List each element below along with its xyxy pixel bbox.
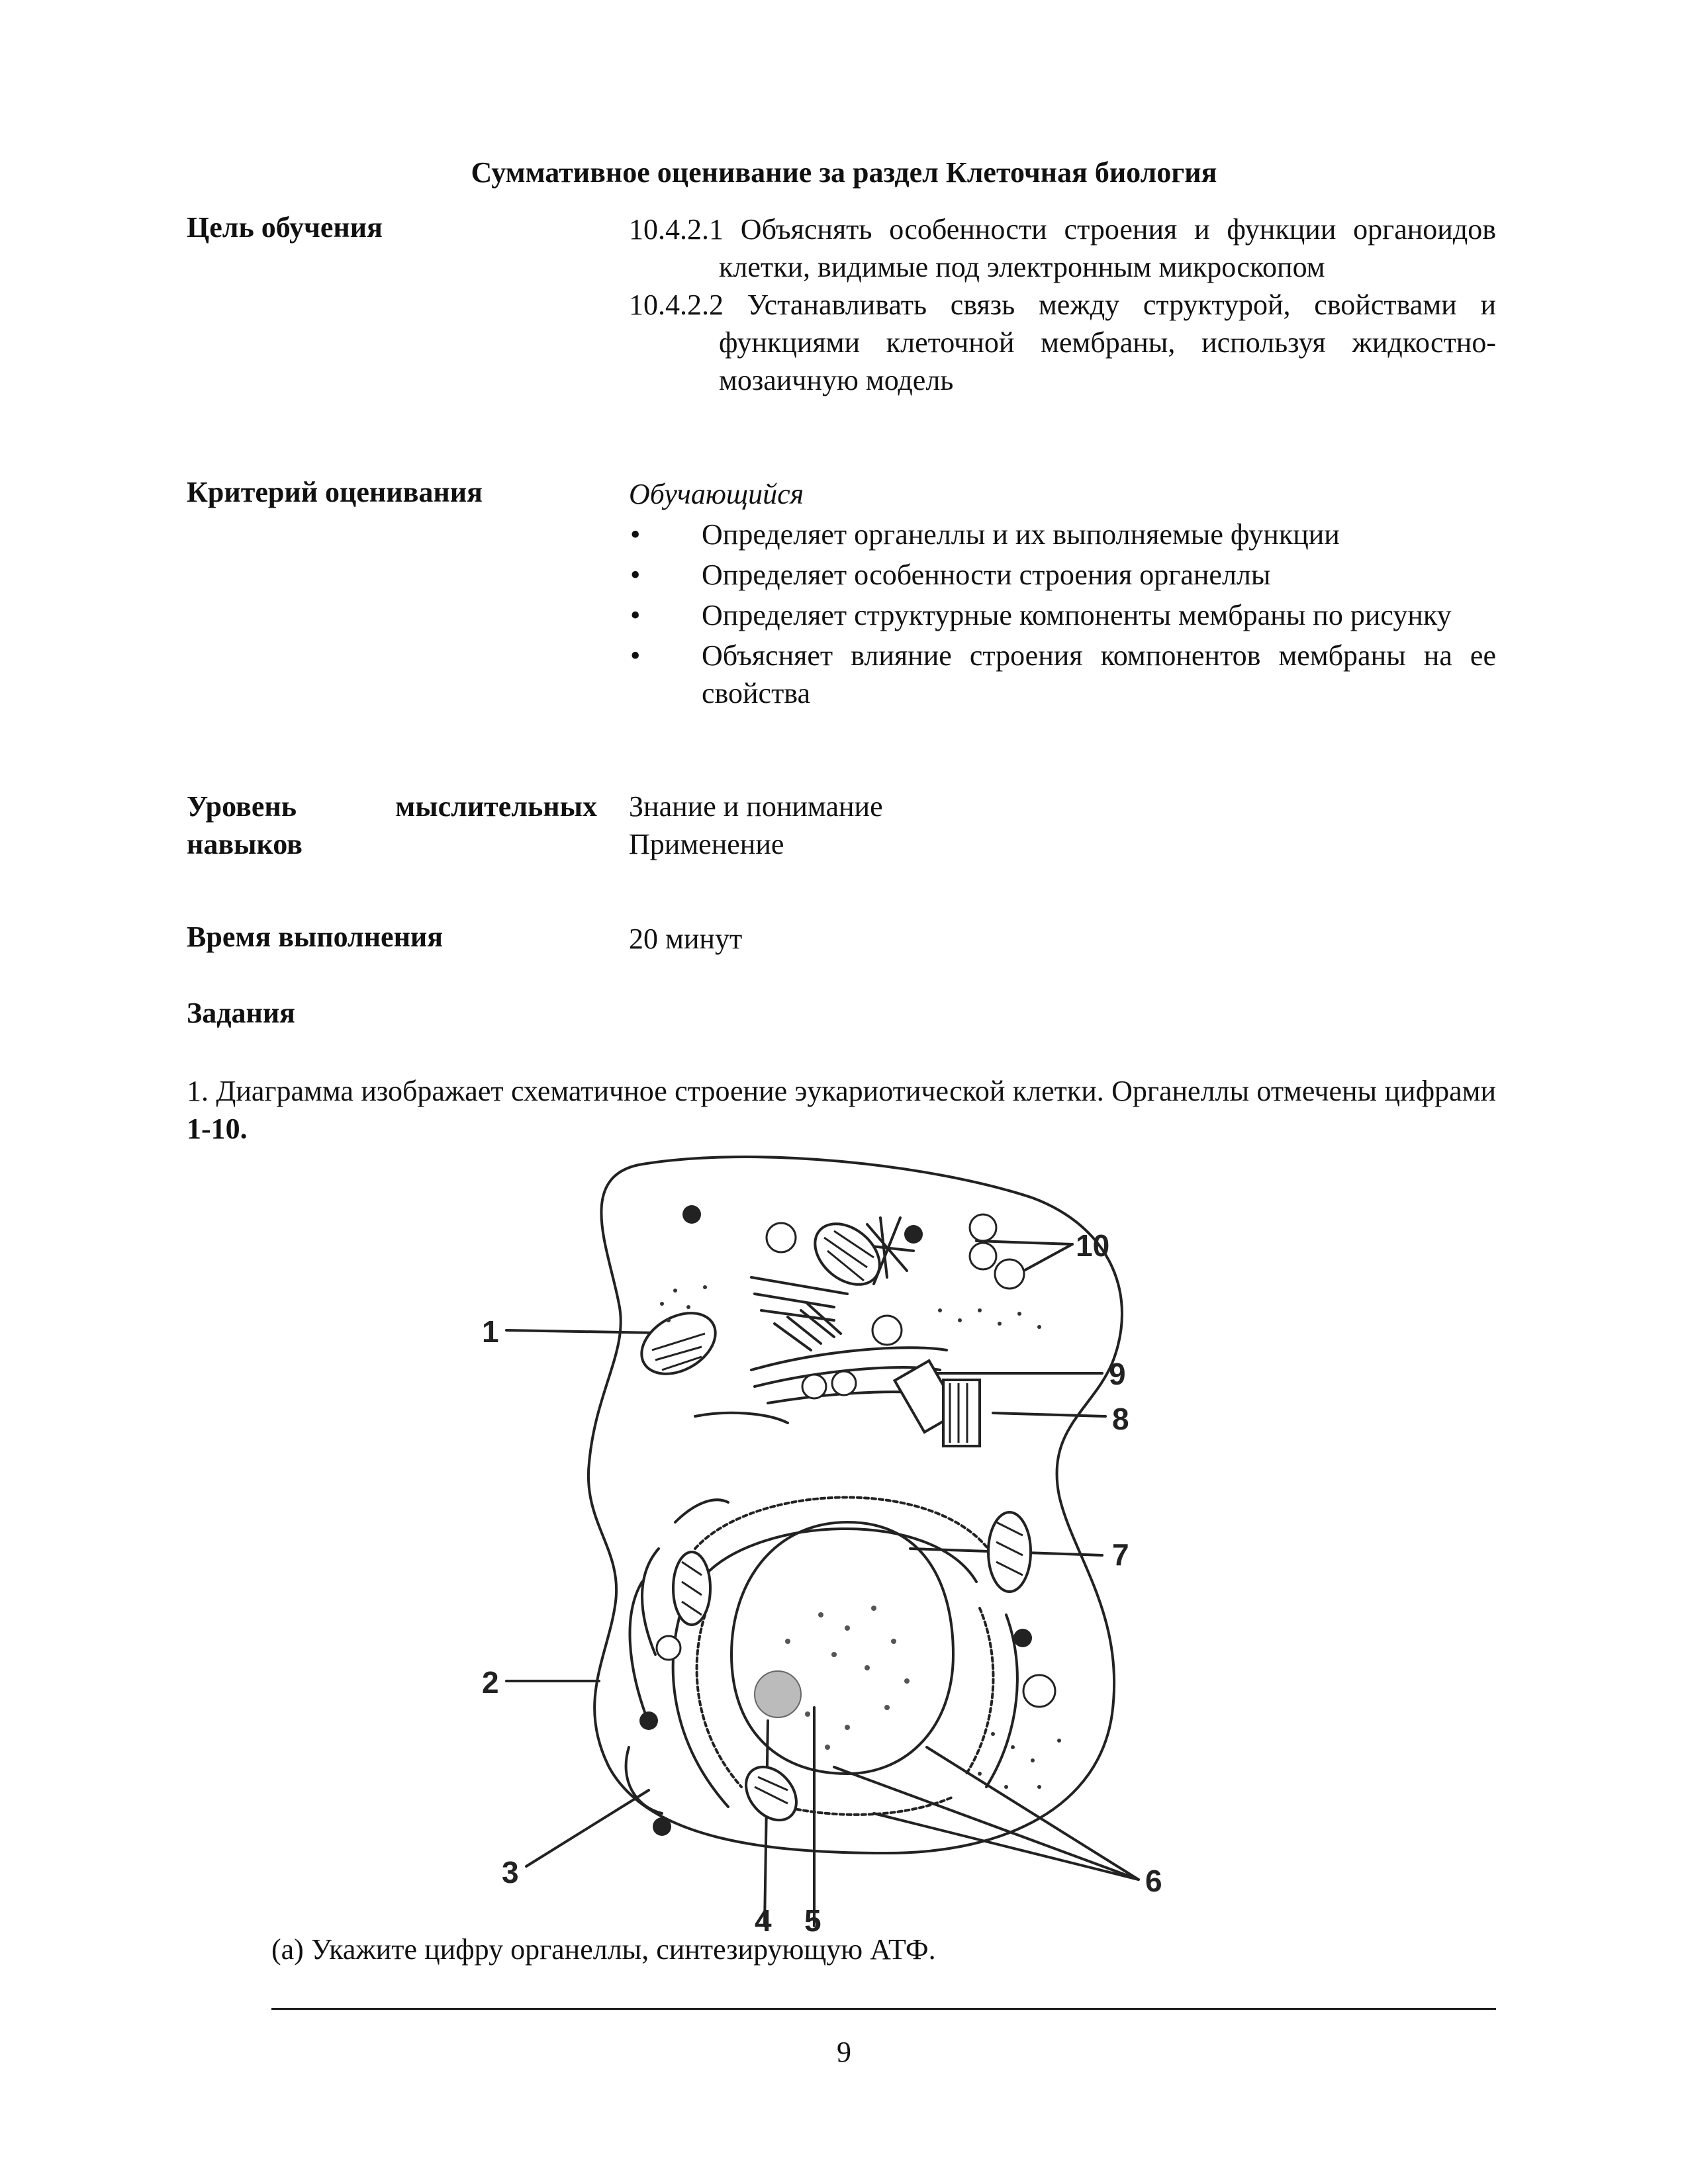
skills-label-line2: навыков xyxy=(187,828,303,860)
criteria-list xyxy=(629,516,1496,712)
time-value: 20 минут xyxy=(629,923,743,955)
skill-value-2: Применение xyxy=(629,828,784,860)
time-label: Время выполнения xyxy=(187,921,444,953)
mitochondrion xyxy=(631,1300,726,1386)
bullet-icon: • xyxy=(630,559,641,591)
task-1-text: 1. Диаграмма изображает схематичное строение эукариотической клетки. Органеллы отмечены цифрами 1-10. xyxy=(187,1075,1496,1145)
skills-values xyxy=(629,788,1496,863)
nuclear-envelope xyxy=(731,1522,953,1774)
skill-value-1: Знание и понимание xyxy=(629,790,883,823)
diagram-label-9: 9 xyxy=(1109,1357,1126,1391)
criteria-intro: Обучающийся xyxy=(629,478,804,510)
tasks-heading: Задания xyxy=(187,997,295,1029)
objective-2: 10.4.2.2 Устанавливать связь между структурой, свойствами и функциями клеточной мембраны, используя жидкостно-мозаичную модель xyxy=(629,289,1496,396)
criteria-block xyxy=(629,475,1496,715)
criteria-item: • Определяет структурные компоненты мембраны по рисунку xyxy=(629,596,1496,634)
answer-line[interactable] xyxy=(271,2008,1496,2010)
question-a: (а) Укажите цифру органеллы, синтезирующую АТФ. xyxy=(271,1933,936,1966)
task-1-range: 1-10. xyxy=(187,1113,248,1145)
skills-label-line1: Уровень мыслительных xyxy=(187,790,597,823)
diagram-label-1: 1 xyxy=(482,1314,499,1349)
criteria-item: • Определяет особенности строения органеллы xyxy=(629,556,1496,594)
goal-label: Цель обучения xyxy=(187,211,383,244)
goal-objectives xyxy=(629,210,1496,399)
mitochondrion xyxy=(988,1512,1031,1592)
rough-er xyxy=(695,1498,993,1556)
diagram-label-5: 5 xyxy=(804,1903,821,1933)
criteria-label: Критерий оценивания xyxy=(187,476,483,508)
nucleolus xyxy=(755,1671,801,1717)
bullet-icon: • xyxy=(630,639,641,672)
eukaryotic-cell-diagram xyxy=(477,1152,1211,1933)
criteria-item: • Объясняет влияние строения компонентов мембраны на ее свойства xyxy=(629,637,1496,712)
diagram-label-10: 10 xyxy=(1076,1228,1110,1263)
skills-label xyxy=(187,788,597,863)
diagram-label-3: 3 xyxy=(502,1855,519,1889)
diagram-label-7: 7 xyxy=(1112,1537,1129,1572)
criteria-item: • Определяет органеллы и их выполняемые функции xyxy=(629,516,1496,553)
lysosome xyxy=(970,1243,996,1269)
diagram-label-2: 2 xyxy=(482,1665,499,1700)
page-number: 9 xyxy=(837,2036,851,2068)
bullet-icon: • xyxy=(630,518,641,551)
page-title: Суммативное оценивание за раздел Клеточная биология xyxy=(471,156,1217,189)
lysosome xyxy=(995,1259,1024,1289)
diagram-label-8: 8 xyxy=(1112,1402,1129,1436)
objective-1: 10.4.2.1 Объяснять особенности строения и функции органоидов клетки, видимые под электронным микроскопом xyxy=(629,213,1496,283)
diagram-label-6: 6 xyxy=(1145,1864,1162,1898)
lysosome xyxy=(970,1214,996,1241)
bullet-icon: • xyxy=(630,599,641,631)
diagram-label-4: 4 xyxy=(755,1903,772,1933)
mitochondrion xyxy=(736,1757,807,1830)
